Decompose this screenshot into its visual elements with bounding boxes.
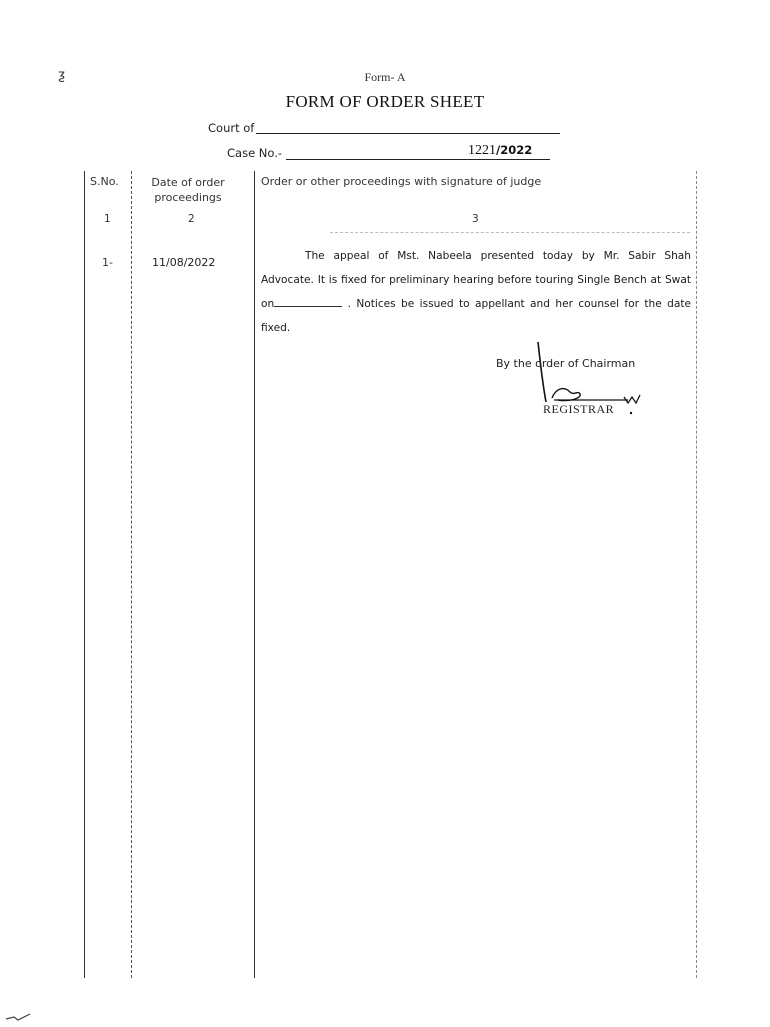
by-order-text: By the order of Chairman — [496, 357, 636, 370]
row-sno: 1- — [102, 256, 113, 269]
column-header-sno: S.No. — [90, 175, 119, 188]
order-text — [261, 244, 691, 340]
court-blank-line — [256, 133, 560, 134]
date-blank-line — [274, 296, 342, 307]
corner-mark-icon: ƺ — [58, 68, 65, 83]
order-text-part1: The appeal of Mst. Nabeela presented today by Mr. Sabir Shah Advocate. It is fixed for preliminary hearing before touring Single Bench at Swat on — [261, 250, 691, 310]
column-header-date: Date of order proceedings — [151, 176, 225, 204]
order-text-part2: . Notices be issued to appellant and her counsel for the date fixed. — [261, 298, 691, 334]
table-divider-date — [254, 171, 255, 978]
column-number-2: 2 — [188, 213, 195, 225]
row-date: 11/08/2022 — [152, 256, 216, 269]
case-blank-line — [286, 159, 550, 160]
column-number-3: 3 — [472, 213, 479, 225]
court-label: Court of — [208, 121, 255, 135]
table-border-right — [696, 171, 697, 978]
registrar-label: REGISTRAR — [543, 402, 615, 416]
case-label: Case No.- — [227, 146, 283, 160]
column-header-order: Order or other proceedings with signature of judge — [261, 175, 542, 188]
scan-artifact-icon — [4, 1008, 34, 1027]
case-number-value: 1221 — [468, 143, 496, 158]
form-label: Form- A — [364, 70, 406, 84]
table-border-left — [84, 171, 85, 978]
column-number-1: 1 — [104, 213, 111, 225]
case-year: /2022 — [496, 143, 533, 157]
table-divider-sno — [131, 171, 132, 978]
signature-tick-icon — [622, 393, 642, 421]
page-title: FORM OF ORDER SHEET — [285, 92, 485, 111]
case-number — [468, 143, 532, 159]
column-number-divider — [330, 232, 690, 233]
